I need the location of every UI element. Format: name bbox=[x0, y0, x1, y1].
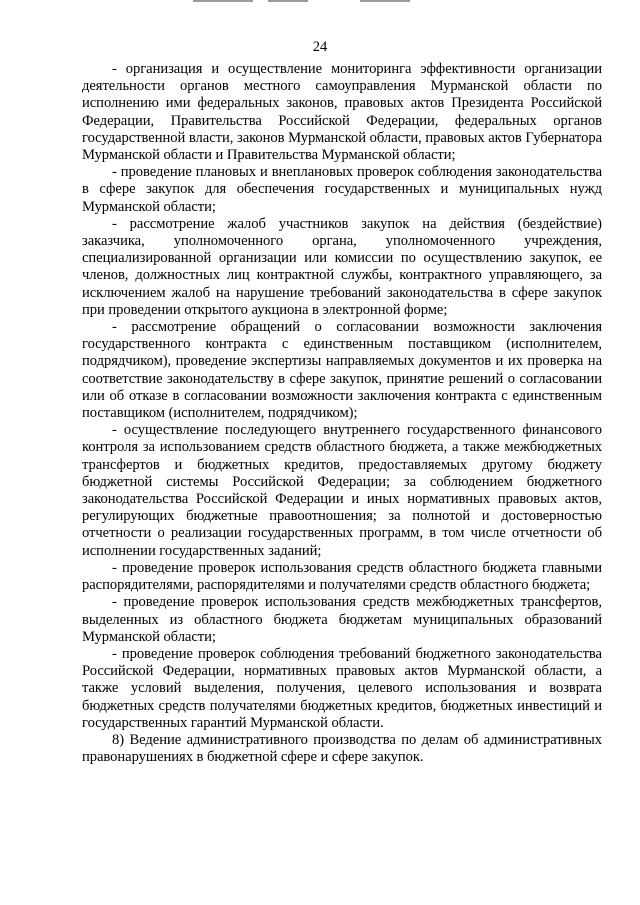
paragraph-single-supplier: - рассмотрение обращений о согласовании возможности заключения государственного контракта с единственным поставщиком (исполнителем, подрядчиком), проведение экспертизы направляемых документов и их проверка на соответствие законодательству в сфере закупок, принятие решений о согласовании или об отказе в согласовании возможности заключения контракта с единственным поставщиком (исполнителем, подрядчиком); bbox=[82, 319, 602, 422]
paragraph-budget-usage-checks: - проведение проверок использования средств областного бюджета главными распорядителями, распорядителями и получателями средств областного бюджета; bbox=[82, 559, 602, 594]
page-number: 24 bbox=[312, 39, 328, 55]
paragraph-financial-control: - осуществление последующего внутреннего государственного финансового контроля за использованием средств областного бюджета, а также межбюджетных трансфертов и бюджетных кредитов, предоставляемых другому бюджету бюджетной системы Российской Федерации; за соблюдением бюджетного законодательства Российской Федерации и иных нормативных правовых актов, регулирующих бюджетные правоотношения; за полнотой и достоверностью отчетности о реализации государственных программ, в том числе отчетности об исполнении государственных заданий; bbox=[82, 422, 602, 559]
paragraph-compliance-checks: - проведение проверок соблюдения требований бюджетного законодательства Российской Федерации, нормативных правовых актов Мурманской области, а также условий выделения, получения, целевого использования и возврата бюджетных средств получателями бюджетных кредитов, бюджетных инвестиций и государственных гарантий Мурманской области. bbox=[82, 645, 602, 731]
top-edge-mark bbox=[360, 0, 410, 2]
paragraph-monitoring: - организация и осуществление мониторинга эффективности организации деятельности органов местного самоуправления Мурманской области по исполнению ими федеральных законов, правовых актов Президента Российской Федерации, Правительства Российской Федерации, федеральных органов государственной власти, законов Мурманской области, правовых актов Губернатора Мурманской области и Правительства Мурманской области; bbox=[82, 61, 602, 164]
document-body bbox=[82, 61, 602, 766]
top-edge-mark bbox=[268, 0, 308, 2]
paragraph-complaints: - рассмотрение жалоб участников закупок на действия (бездействие) заказчика, уполномоченного органа, уполномоченного учреждения, специализированной организации или комиссии по осуществлению закупок, ее членов, должностных лиц контрактной службы, контрактного управляющего, за исключением жалоб на нарушение требований законодательства в сфере закупок при проведении открытого аукциона в электронной форме; bbox=[82, 215, 602, 318]
top-edge-mark bbox=[193, 0, 253, 2]
paragraph-procurement-inspections: - проведение плановых и внеплановых проверок соблюдения законодательства в сфере закупок для обеспечения государственных и муниципальных нужд Мурманской области; bbox=[82, 164, 602, 215]
paragraph-administrative-proceedings: 8) Ведение административного производства по делам об административных правонарушениях в бюджетной сфере и сфере закупок. bbox=[82, 731, 602, 766]
paragraph-transfer-checks: - проведение проверок использования средств межбюджетных трансфертов, выделенных из областного бюджета бюджетам муниципальных образований Мурманской области; bbox=[82, 594, 602, 645]
